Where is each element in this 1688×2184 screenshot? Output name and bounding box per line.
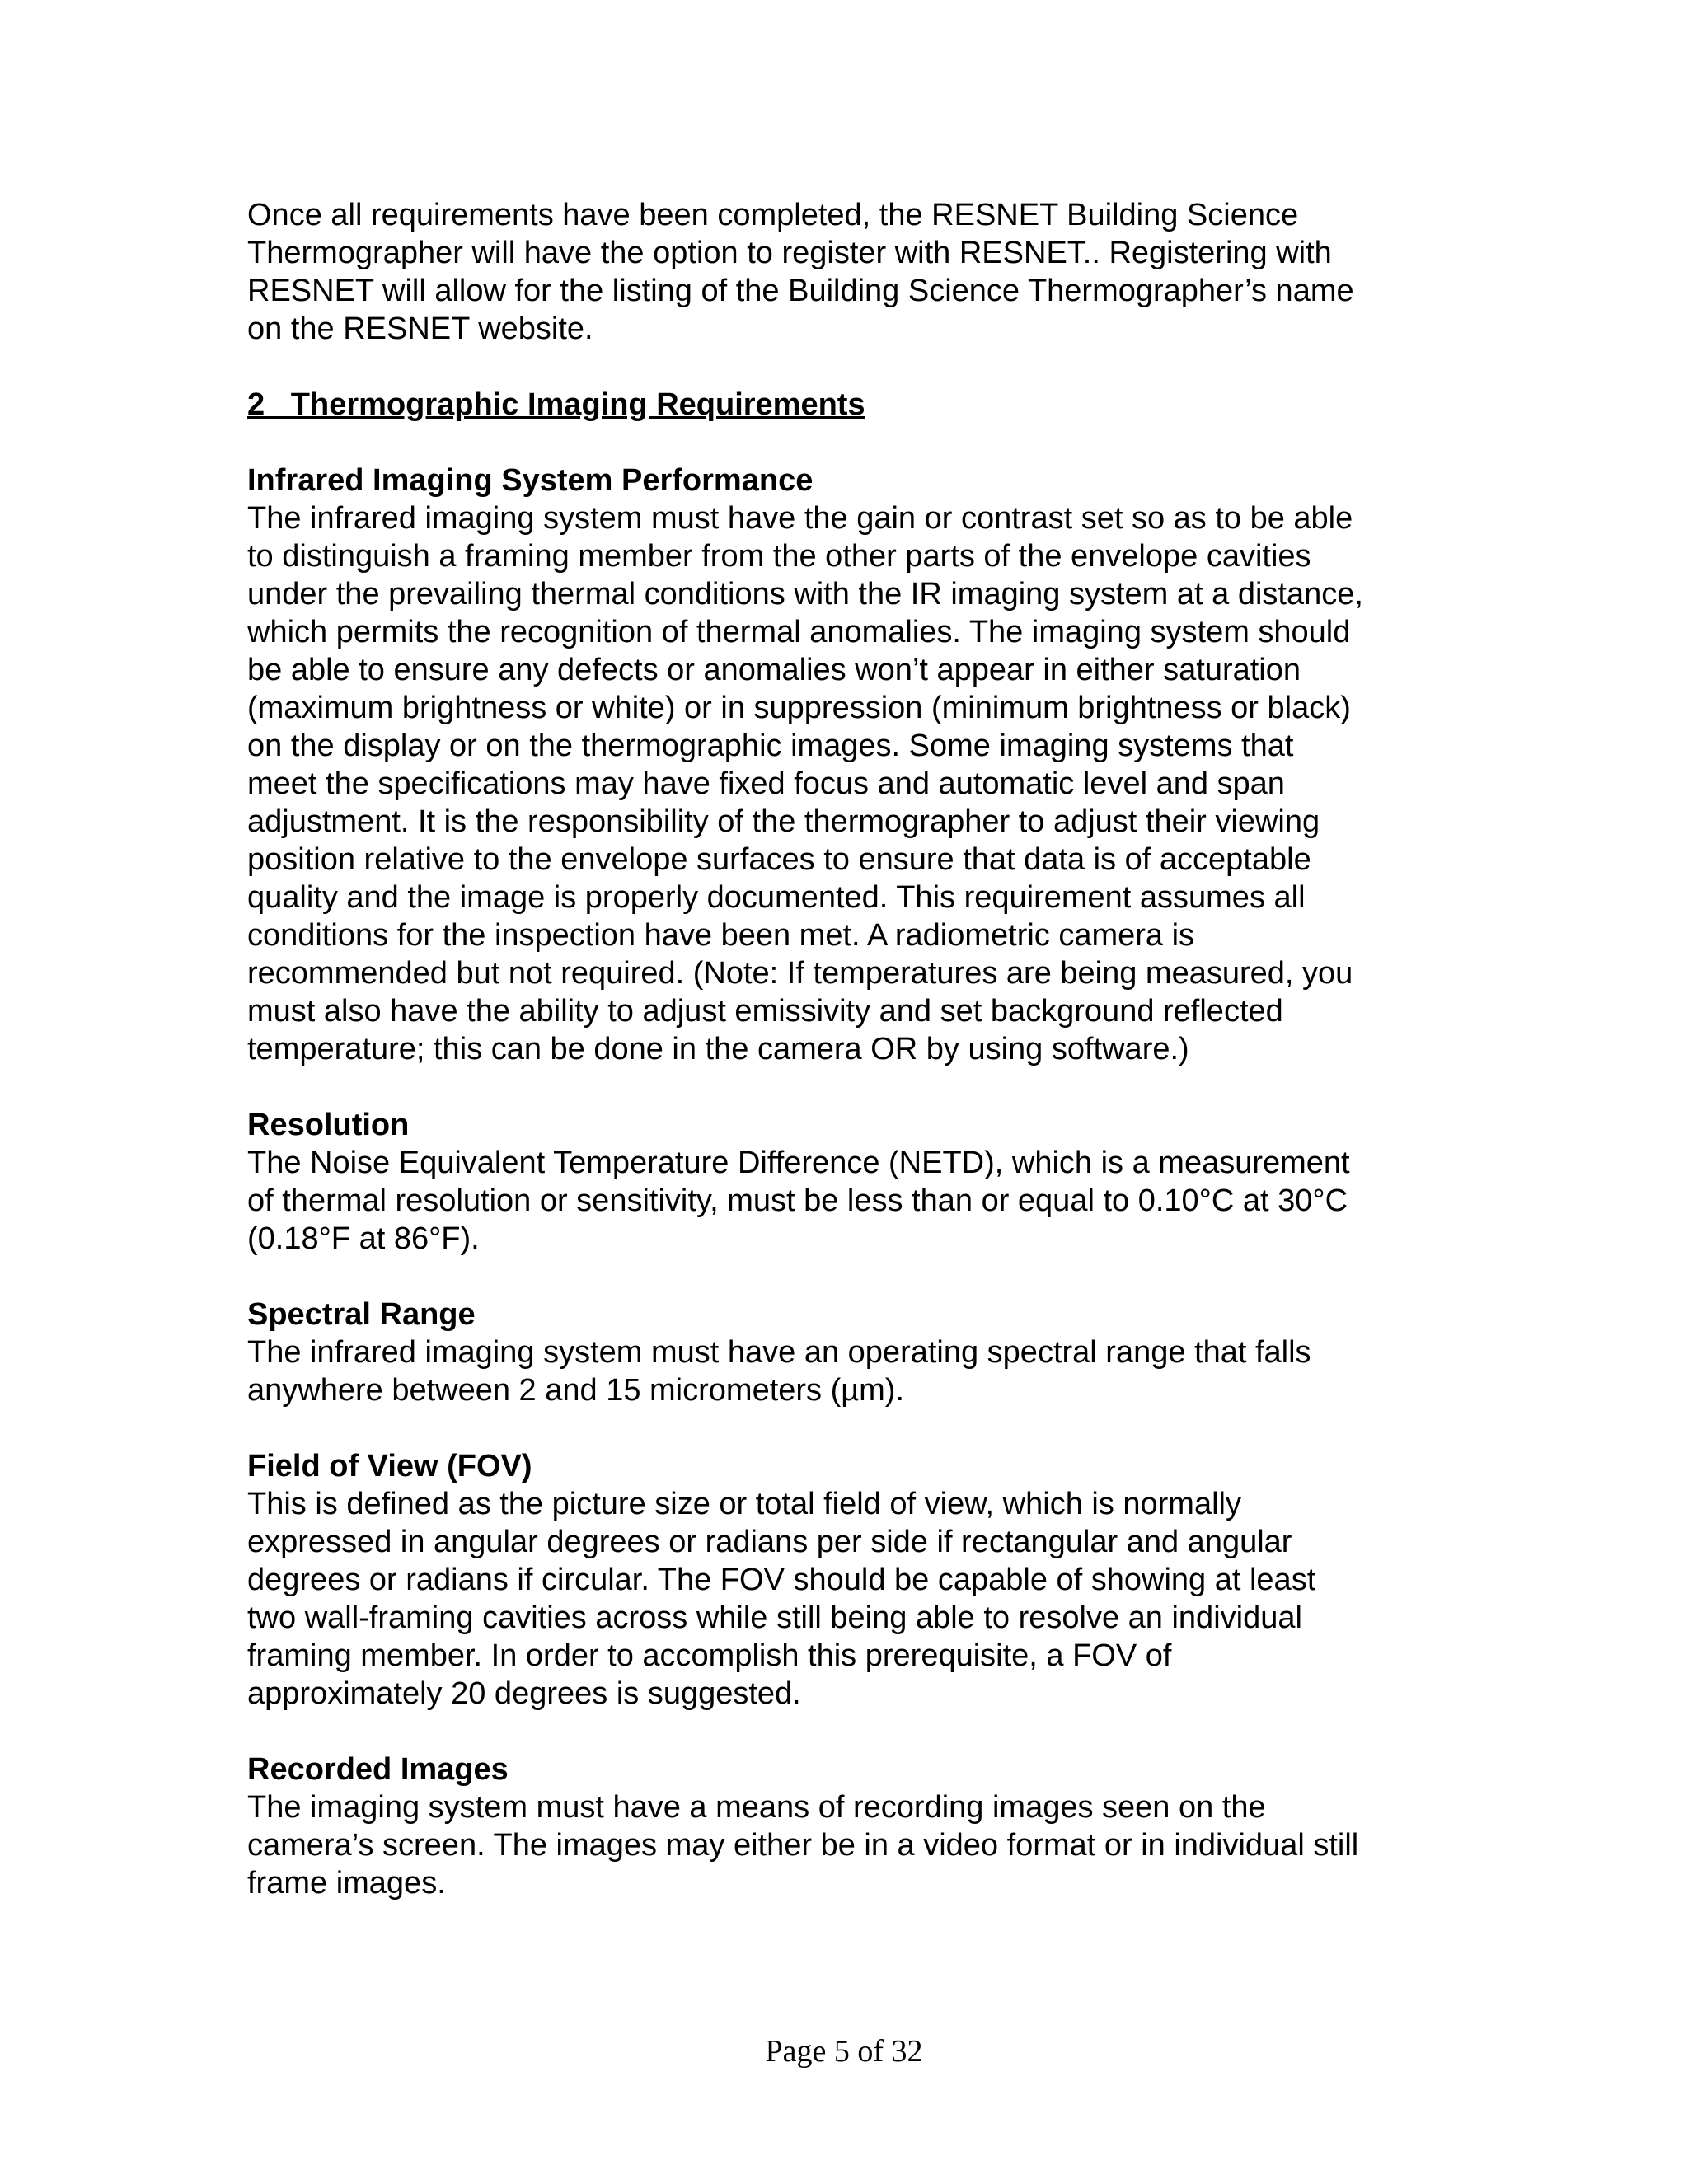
text-line: expressed in angular degrees or radians per side if rectangular and angular — [247, 1525, 1292, 1559]
spacer — [247, 1409, 1451, 1447]
text-line: (0.18°F at 86°F). — [247, 1221, 480, 1256]
text-line: degrees or radians if circular. The FOV should be capable of showing at least — [247, 1563, 1316, 1597]
text-line: The Noise Equivalent Temperature Difference (NETD), which is a measurement — [247, 1146, 1350, 1180]
text-line: adjustment. It is the responsibility of the thermographer to adjust their viewing — [247, 804, 1320, 839]
page-body — [247, 196, 1451, 1902]
subsection-paragraph — [247, 1144, 1451, 1258]
text-line: under the prevailing thermal conditions with the IR imaging system at a distance, — [247, 577, 1363, 612]
text-line: of thermal resolution or sensitivity, must be less than or equal to 0.10°C at 30°C — [247, 1183, 1348, 1218]
spacer — [247, 1713, 1451, 1750]
text-line: Thermographer will have the option to register with RESNET.. Registering with — [247, 236, 1332, 270]
text-line: Once all requirements have been completed, the RESNET Building Science — [247, 198, 1299, 232]
text-line: two wall-framing cavities across while still being able to resolve an individual — [247, 1601, 1302, 1635]
text-line: The infrared imaging system must have an operating spectral range that falls — [247, 1335, 1311, 1370]
text-line: frame images. — [247, 1866, 446, 1900]
spacer — [247, 348, 1451, 386]
text-line: temperature; this can be done in the camera OR by using software.) — [247, 1032, 1189, 1066]
text-line: The imaging system must have a means of recording images seen on the — [247, 1790, 1266, 1825]
subsection-heading: Resolution — [247, 1108, 410, 1142]
intro-paragraph — [247, 196, 1451, 348]
page-number: Page 5 of 32 — [765, 2034, 923, 2069]
section-heading: 2 Thermographic Imaging Requirements — [247, 387, 865, 422]
subsection-heading: Spectral Range — [247, 1297, 476, 1332]
subsection-paragraph — [247, 1788, 1451, 1902]
text-line: RESNET will allow for the listing of the Building Science Thermographer’s name — [247, 274, 1354, 308]
subsection-paragraph — [247, 1485, 1451, 1713]
text-line: on the RESNET website. — [247, 312, 593, 346]
subsection-heading: Infrared Imaging System Performance — [247, 463, 814, 498]
text-line: which permits the recognition of thermal anomalies. The imaging system should — [247, 615, 1351, 649]
text-line: conditions for the inspection have been met. A radiometric camera is — [247, 918, 1195, 953]
text-line: to distinguish a framing member from the other parts of the envelope cavities — [247, 539, 1311, 574]
text-line: This is defined as the picture size or total field of view, which is normally — [247, 1487, 1241, 1521]
text-line: anywhere between 2 and 15 micrometers (µm). — [247, 1373, 905, 1408]
text-line: recommended but not required. (Note: If temperatures are being measured, you — [247, 956, 1353, 991]
spacer — [247, 1068, 1451, 1106]
text-line: framing member. In order to accomplish this prerequisite, a FOV of — [247, 1638, 1172, 1673]
text-line: on the display or on the thermographic images. Some imaging systems that — [247, 729, 1294, 763]
spacer — [247, 424, 1451, 462]
subsection-paragraph — [247, 499, 1451, 1068]
text-line: camera’s screen. The images may either be in a video format or in individual still — [247, 1828, 1359, 1863]
text-line: The infrared imaging system must have the gain or contrast set so as to be able — [247, 501, 1353, 536]
spacer — [247, 1258, 1451, 1296]
text-line: quality and the image is properly documented. This requirement assumes all — [247, 880, 1306, 915]
text-line: be able to ensure any defects or anomalies won’t appear in either saturation — [247, 653, 1301, 687]
text-line: position relative to the envelope surfaces to ensure that data is of acceptable — [247, 842, 1311, 877]
text-line: must also have the ability to adjust emissivity and set background reflected — [247, 994, 1283, 1029]
subsection-paragraph — [247, 1333, 1451, 1409]
subsection-heading: Field of View (FOV) — [247, 1449, 532, 1483]
subsection-heading: Recorded Images — [247, 1752, 509, 1787]
text-line: (maximum brightness or white) or in suppression (minimum brightness or black) — [247, 691, 1351, 725]
text-line: approximately 20 degrees is suggested. — [247, 1676, 801, 1711]
text-line: meet the specifications may have fixed focus and automatic level and span — [247, 766, 1285, 801]
